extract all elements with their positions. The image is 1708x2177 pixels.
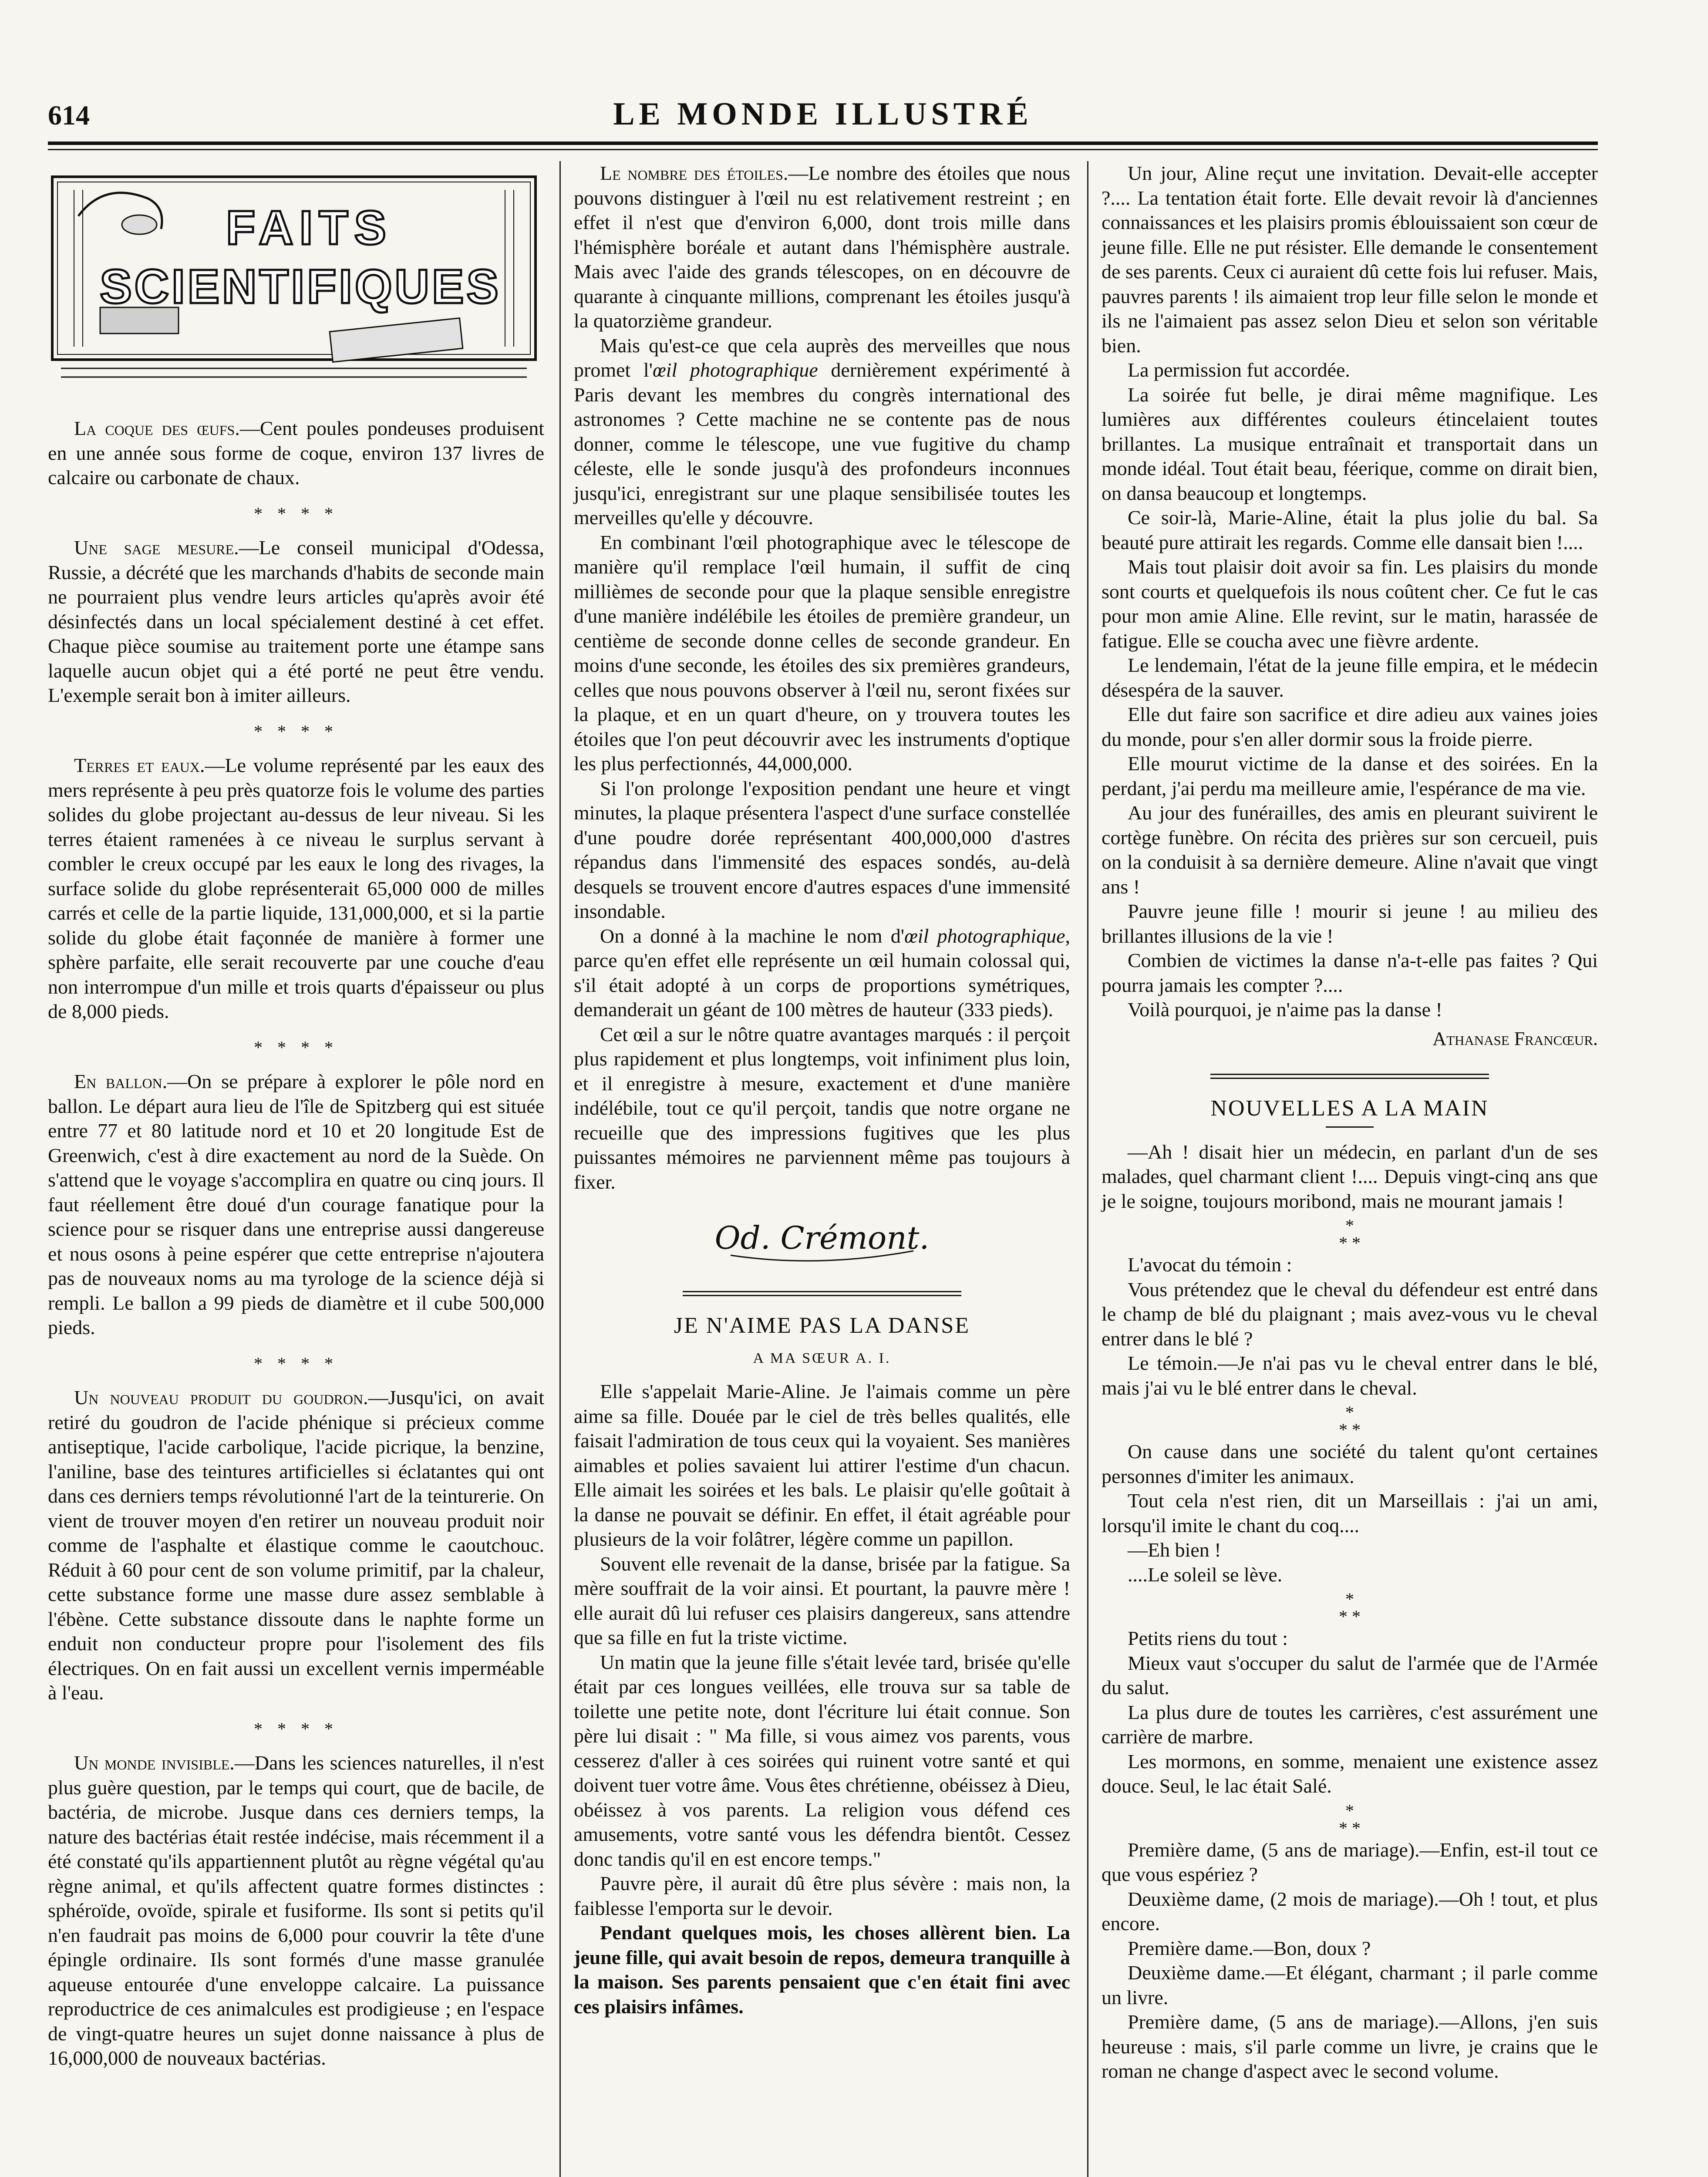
paragraph: —Eh bien ! bbox=[1128, 1539, 1221, 1561]
column-3 bbox=[1102, 161, 1598, 2084]
paragraph: Cet œil a sur le nôtre quatre avantages marqués : il perçoit plus rapidement et plus longtemps, voit infiniment plus loin, et il enregistre à mesure, exactement et d'une manière indélébile, tout ce qu'il perçoit, tandis que notre organe ne recueille que des impressions fugitives que les plus puissantes mémoires ne parviennent même pas toujours à fixer. bbox=[574, 1023, 1070, 1193]
paragraph: Tout cela n'est rien, dit un Marseillais : j'ai un ami, lorsqu'il imite le chant du coq.... bbox=[1102, 1490, 1598, 1537]
paragraph: Les mormons, en somme, menaient une existence assez douce. Seul, le lac était Salé. bbox=[1102, 1750, 1598, 1797]
article-terres-eaux: Terres et eaux.—Le volume représenté par les eaux des mers représente à peu près quatorze fois le volume des parties solides du globe projectant au-dessus de leur niveau. Si les terres étaient ramenées à ce niveau le surplus servant à combler le creux occupé par les eaux le long des rivages, la surface solide du globe représenterait 65,000 000 de milles carrés et celle de la partie liquide, 131,000,000, et si la partie solide du globe était façonnée de manière à former une sphère parfaite, elle serait recouverte par une couche d'eau non interrompue d'un mille et trois quarts d'épaisseur ou plus de 8,000 pieds. bbox=[48, 754, 544, 1022]
paragraph: Vous prétendez que le cheval du défendeur est entré dans le champ de blé du plaignant ; mais avez-vous vu le cheval entrer dans le blé ? bbox=[1102, 1278, 1598, 1350]
handwritten-signature bbox=[574, 1212, 1070, 1268]
paragraph: Un matin que la jeune fille s'était levée tard, brisée qu'elle était par ces longues veillées, elle trouva sur sa table de toilette une petite note, dont l'écriture lui était connue. Son père lui disait : " Ma fille, si vous aimez vos parents, vous cesserez d'aller à ces soirées qui ruinent votre santé et qui doivent tuer votre âme. Vous êtes chrétienne, obéissez à Dieu, obéissez à vos parents. La religion vous défend ces amusements, votre santé vous les défendra bientôt. Cessez donc tandis qu'il en est encore temps." bbox=[574, 1651, 1070, 1870]
article-goudron: Un nouveau produit du goudron.—Jusqu'ici, on avait retiré du goudron de l'acide phénique si précieux comme antiseptique, l'acide carbolique, l'acide picrique, la benzine, l'aniline, base des teintures artificielles si éclatantes qui ont dans ces derniers temps révolutionné l'art de la teinturerie. On vient de trouver moyen d'en retirer un nouveau produit noir comme de l'asphalte et élastique comme le caoutchouc. Réduit à 60 pour cent de son volume primitif, par la chaleur, cette substance forme une masse dure assez semblable à l'ébène. Cette substance dissoute dans le naphte forme un enduit non conducteur propre pour l'isolement des fils électriques. On en fait aussi un excellent vernis imperméable à l'eau. bbox=[48, 1386, 545, 1704]
paragraph: Si l'on prolonge l'exposition pendant une heure et vingt minutes, la plaque présentera l'aspect d'une surface constellée d'une poudre dorée représentant 400,000,000 d'astres répandus dans l'immensité des espaces sondés, au-delà desquels se trouvent encore d'autres espaces d'une immensité insondable. bbox=[574, 777, 1070, 922]
asterism: * * * bbox=[1339, 1589, 1361, 1626]
paragraph: Souvent elle revenait de la danse, brisée par la fatigue. Sa mère souffrait de la voir ainsi. Et pourtant, la pauvre mère ! elle aurait dû lui refuser ces plaisirs dangereux, sans attendre que sa fille en fut la triste victime. bbox=[574, 1552, 1070, 1648]
paragraph: Pauvre jeune fille ! mourir si jeune ! au milieu des brillantes illusions de la vie ! bbox=[1102, 900, 1598, 947]
separator-stars: * * * * bbox=[254, 503, 338, 523]
paragraph: Le lendemain, l'état de la jeune fille empira, et le médecin désespéra de la sauver. bbox=[1102, 654, 1598, 701]
paragraph: Ce soir-là, Marie-Aline, était la plus jolie du bal. Sa beauté pure attirait les regards. Comme elle dansait bien !.... bbox=[1102, 506, 1598, 553]
paragraph: Pauvre père, il aurait dû être plus sévère : mais non, la faiblesse l'emporta sur le devoir. bbox=[574, 1872, 1070, 1919]
page-number: 614 bbox=[48, 100, 90, 131]
paragraph: Un jour, Aline reçut une invitation. Devait-elle accepter ?.... La tentation était forte. Elle devait revoir là d'anciennes connaissances et les plaisirs promis éblouissaient son cœur de jeune fille. Elle ne put résister. Elle demande le consentement de ses parents. Ceux ci auraient dû cette fois lui refuser. Mais, pauvres parents ! ils aimaient trop leur fille selon le monde et ils ne l'aimaient pas assez selon Dieu et selon son véritable bien. bbox=[1102, 162, 1598, 357]
paragraph: Elle s'appelait Marie-Aline. Je l'aimais comme un père aime sa fille. Douée par le ciel de très belles qualités, elle faisait l'admiration de tous ceux qui la voyaient. Ses manières aimables et polies savaient lui attirer l'estime d'un chacun. Elle aimait les soirées et les bals. Le plaisir qu'elle goûtait à la danse ne pouvait se définir. En effet, il était agréable pour plusieurs de la voir folâtrer, légère comme un papillon. bbox=[574, 1380, 1070, 1550]
separator-stars: * * * * bbox=[254, 1719, 338, 1739]
header-rule bbox=[48, 142, 1598, 145]
paragraph: Première dame, (5 ans de mariage).—Allons, j'en suis heureuse : mais, s'il parle comme un livre, je crains que le roman ne change d'aspect avec le second volume. bbox=[1102, 2011, 1598, 2082]
article-coque-oeufs: La coque des œufs.—Cent poules pondeuses produisent en une année sous forme de coque, environ 137 livres de calcaire ou carbonate de chaux. bbox=[48, 417, 544, 489]
paragraph: Au jour des funérailles, des amis en pleurant suivirent le cortège funèbre. On récita des prières sur son cercueil, puis on la conduisit à sa dernière demeure. Aline n'avait que vingt ans ! bbox=[1102, 802, 1598, 898]
column-divider bbox=[1087, 161, 1088, 2177]
paragraph: Deuxième dame, (2 mois de mariage).—Oh ! tout, et plus encore. bbox=[1102, 1887, 1598, 1934]
paragraph: L'avocat du témoin : bbox=[1128, 1254, 1292, 1276]
column-1 bbox=[48, 161, 544, 2071]
header-rule-thin bbox=[48, 149, 1598, 150]
separator-stars: * * * * bbox=[254, 1037, 338, 1057]
svg-text:Od. Crémont.: Od. Crémont. bbox=[714, 1220, 930, 1256]
article-nombre-etoiles: Le nombre des étoiles.—Le nombre des étoiles que nous pouvons distinguer à l'œil nu est relativement restreint ; en effet il n'est que d'environ 6,000, dont trois mille dans l'hémisphère boréale et autant dans l'hémisphère australe. Mais avec l'aide des grands télescopes, on en découvre de quarante à cinquante millions, comprenant les étoiles jusqu'à la quatorzième grandeur. bbox=[574, 162, 1070, 332]
paragraph: Mieux vaut s'occuper du salut de l'armée que de l'Armée du salut. bbox=[1102, 1651, 1598, 1698]
dance-title: JE N'AIME PAS LA DANSE bbox=[674, 1313, 970, 1338]
separator-stars: * * * * bbox=[254, 1353, 338, 1373]
article-en-ballon: En ballon.—On se prépare à explorer le pôle nord en ballon. Le départ aura lieu de l'île de Spitzberg qui est située entre 77 et 80 latitude nord et 10 et 20 longitude Est de Greenwich, c'est à dire exactement au nord de la Suède. On s'attend que le voyage s'accomplira en quatre ou cinq jours. Il faut réellement être doué d'un courage fanatique pour la science pour se risquer dans une entreprise aussi dangereuse et nous osons à peine espérer que cette entreprise n'ajoutera pas de nouveaux noms au ma tyrologe de la science déjà si rempli. Le ballon a 99 pieds de diamètre et il cube 500,000 pieds. bbox=[48, 1070, 544, 1338]
paragraph: Elle dut faire son sacrifice et dire adieu aux vaines joies du monde, pour s'en aller dormir sous la froide pierre. bbox=[1102, 703, 1598, 750]
paragraph: Petits riens du tout : bbox=[1128, 1627, 1288, 1649]
column-2 bbox=[574, 161, 1070, 2019]
news-title: NOUVELLES A LA MAIN bbox=[1210, 1096, 1489, 1121]
paragraph: La soirée fut belle, je dirai même magnifique. Les lumières aux différentes couleurs étincelaient toutes brillantes. La musique entraînait et transportait dans un monde idéal. Tout était beau, féerique, comme on dirait bien, on dansa beaucoup et longtemps. bbox=[1102, 383, 1598, 504]
paragraph: Elle mourut victime de la danse et des soirées. En la perdant, j'ai perdu ma meilleure amie, l'espérance de ma vie. bbox=[1102, 752, 1598, 799]
faits-scientifiques-banner bbox=[48, 164, 540, 399]
paragraph: On a donné à la machine le nom d'œil photographique, parce qu'en effet elle représente un œil humain colossal qui, s'il était adopté à un corps de proportions symétriques, demanderait un géant de 100 mètres de hauteur (333 pieds). bbox=[574, 924, 1071, 1021]
paragraph: Première dame, (5 ans de mariage).—Enfin, est-il tout ce que vous espériez ? bbox=[1102, 1838, 1598, 1885]
asterism: * * * bbox=[1339, 1402, 1361, 1439]
asterism: * * * bbox=[1339, 1216, 1361, 1253]
paragraph: La permission fut accordée. bbox=[1128, 359, 1350, 381]
paragraph: En combinant l'œil photographique avec le télescope de manière qu'il remplace l'œil humain, il suffit de cinq millièmes de seconde pour que la plaque sensible enregistre d'une manière indélébile les étoiles de première grandeur, un centième de seconde donne celles de seconde grandeur. En moins d'une seconde, les étoiles des six premières grandeurs, celles que nous pouvons observer à l'œil nu, seront fixées sur la plaque, et en un quart d'heure, on y trouvera toutes les étoiles que l'on peut découvrir avec les instruments d'optique les plus perfectionnés, 44,000,000. bbox=[574, 531, 1070, 775]
journal-title: LE MONDE ILLUSTRÉ bbox=[613, 96, 1033, 132]
paragraph: Première dame.—Bon, doux ? bbox=[1128, 1937, 1371, 1959]
paragraph: —Ah ! disait hier un médecin, en parlant d'un de ses malades, quel charmant client !.... Depuis vingt-cinq ans que je le soigne, toujours moribond, mais ne mourant jamais ! bbox=[1102, 1140, 1598, 1212]
dance-dedication: A MA SŒUR A. I. bbox=[753, 1350, 891, 1366]
paragraph: On cause dans une société du talent qu'ont certaines personnes d'imiter les animaux. bbox=[1102, 1440, 1598, 1487]
banner-line1: FAITS bbox=[226, 201, 392, 255]
paragraph: Deuxième dame.—Et élégant, charmant ; il parle comme un livre. bbox=[1102, 1961, 1598, 2009]
paragraph: ....Le soleil se lève. bbox=[1128, 1563, 1283, 1586]
author-signature: Athanase Francœur. bbox=[1432, 1028, 1598, 1049]
page-header bbox=[48, 91, 1598, 139]
paragraph: La plus dure de toutes les carrières, c'est assurément une carrière de marbre. bbox=[1102, 1701, 1598, 1748]
paragraph: Mais qu'est-ce que cela auprès des merveilles que nous promet l'œil photographique dernièrement expérimenté à Paris devant les membres du congrès international des astronomes ? Cette machine ne se contente pas de nous donner, comme le télescope, une vue fugitive du champ céleste, elle le sonde jusqu'à des profondeurs inconnues jusqu'ici, enregistrant sur une plaque sensibilisée toutes les merveilles qu'elle y découvre. bbox=[574, 334, 1071, 529]
section-divider bbox=[683, 1291, 961, 1296]
paragraph: Le témoin.—Je n'ai pas vu le cheval entrer dans le blé, mais j'ai vu le blé entrer dans le cheval. bbox=[1102, 1352, 1598, 1399]
article-sage-mesure: Une sage mesure.—Le conseil municipal d'Odessa, Russie, a décrété que les marchands d'habits de seconde main ne pourraient plus vendre leurs articles qu'après avoir été désinfectés dans un local spécialement destiné à cet effet. Chaque pièce soumise au traitement porte une étampe sans laquelle aucun objet qui a été porté ne peut être vendu. L'exemple serait bon à imiter ailleurs. bbox=[48, 536, 544, 706]
paragraph: Voilà pourquoi, je n'aime pas la danse ! bbox=[1128, 998, 1442, 1021]
asterism: * * * bbox=[1339, 1800, 1361, 1838]
signature-image bbox=[713, 1212, 931, 1268]
article-monde-invisible: Un monde invisible.—Dans les sciences naturelles, il n'est plus guère question, par le temps qui court, que de bacile, de bactéria, de microbe. Jusque dans ces derniers temps, la nature des bactérias était restée indécise, mais récemment il a été constaté qu'ils appartiennent plutôt au règne végétal qu'au règne animal, et qu'ils affectent quatre formes distinctes : sphéroïde, ovoïde, spirale et fusiforme. Ils sont si petits qu'il n'en faudrait pas moins de 6,000 pour couvrir la tête d'une épingle ordinaire. Ils sont formés d'une masse granulée aqueuse entourée d'une enveloppe calcaire. La puissance reproductrice de ces animalcules est prodigieuse ; en l'espace de vingt-quatre heures un sujet donne naissance à plus de 16,000,000 de nouveaux bactérias. bbox=[48, 1752, 544, 2069]
banner-line2: SCIENTIFIQUES bbox=[100, 260, 501, 313]
separator-stars: * * * * bbox=[254, 721, 338, 741]
paragraph: Mais tout plaisir doit avoir sa fin. Les plaisirs du monde sont courts et quelquefois ils nous coûtent cher. Ce fut le cas pour mon amie Aline. Elle revint, sur le matin, harassée de fatigue. Elle se coucha avec une fièvre ardente. bbox=[1102, 556, 1598, 652]
section-divider bbox=[1210, 1074, 1489, 1079]
title-rule bbox=[1326, 1126, 1374, 1128]
paragraph: Pendant quelques mois, les choses allèrent bien. La jeune fille, qui avait besoin de repos, demeura tranquille à la maison. Ses parents pensaient que c'en était fini avec ces plaisirs infâmes. bbox=[574, 1921, 1070, 2018]
paragraph: Combien de victimes la danse n'a-t-elle pas faites ? Qui pourra jamais les compter ?.... bbox=[1102, 949, 1598, 996]
column-divider bbox=[559, 161, 561, 2177]
banner-illustration bbox=[48, 164, 540, 399]
